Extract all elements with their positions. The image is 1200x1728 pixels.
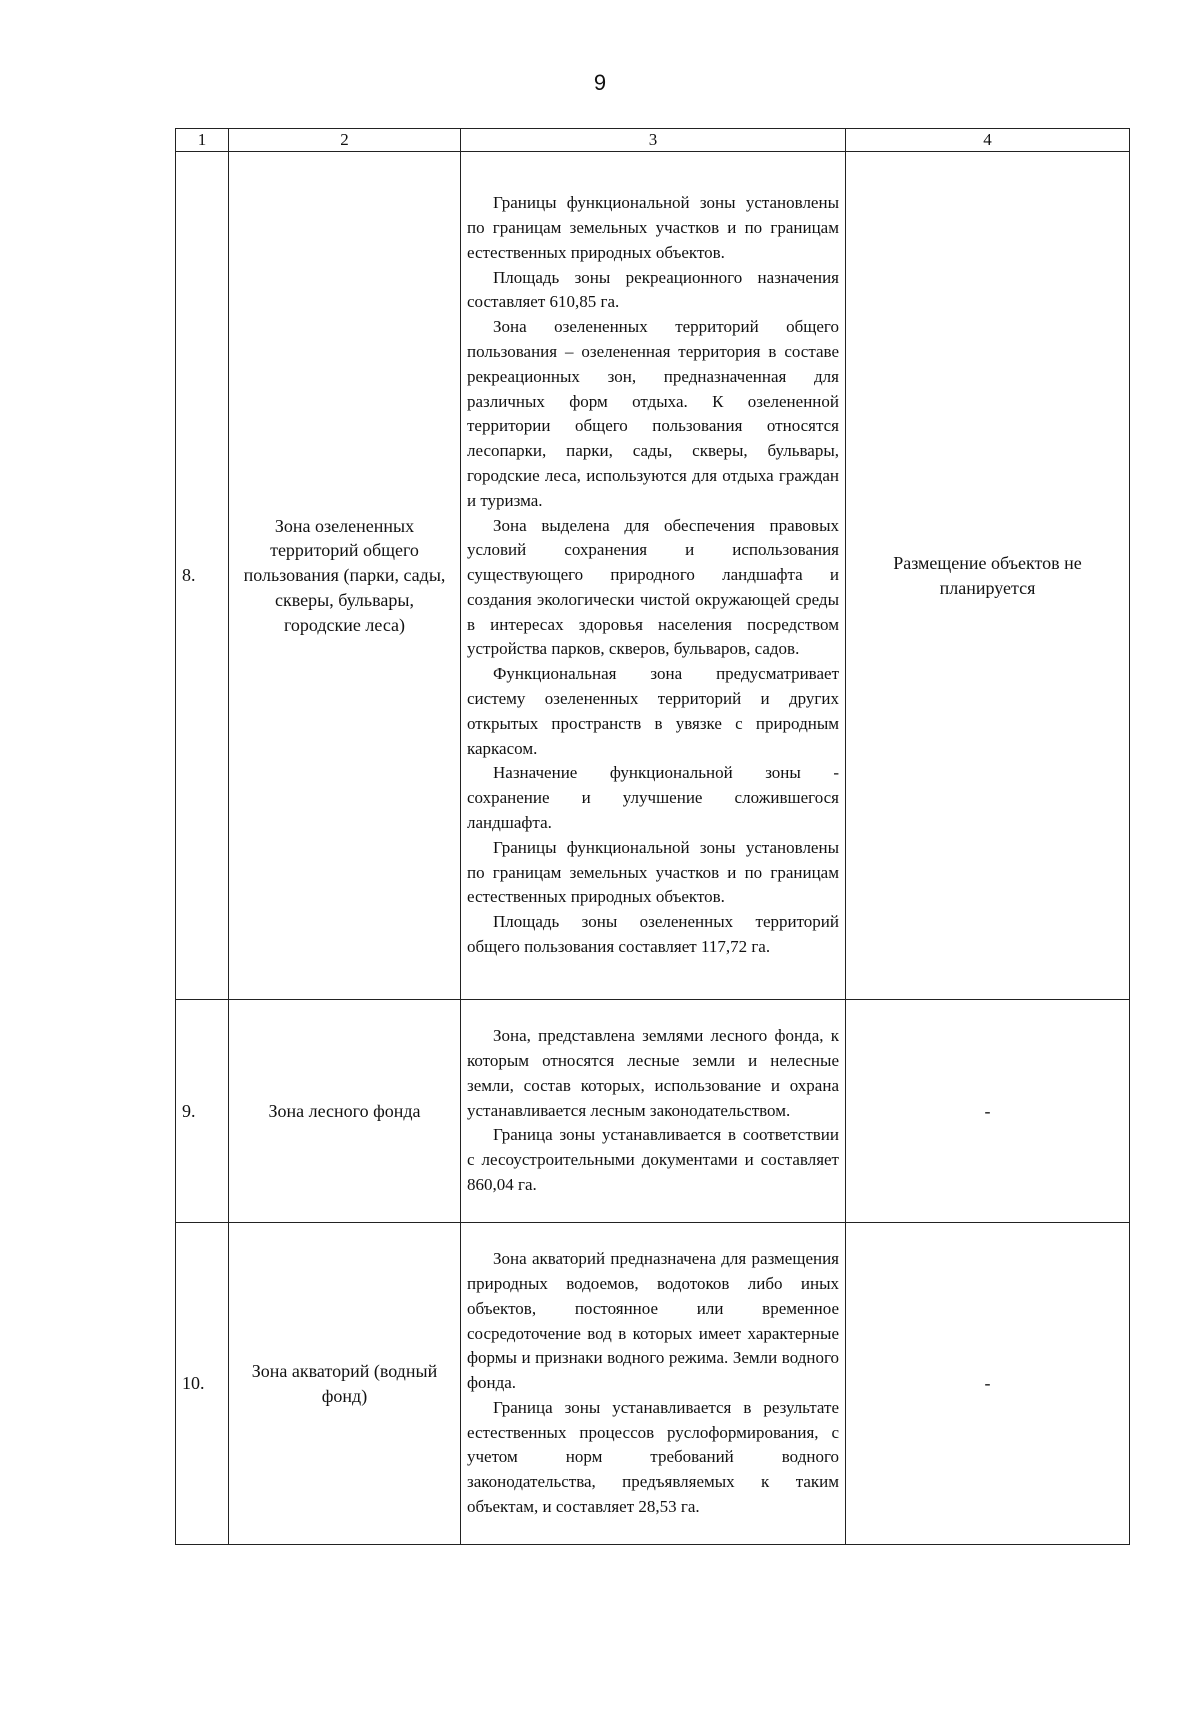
table-row [176,1000,1130,1223]
column-header: 3 [461,129,846,152]
description-paragraph: Границы функциональной зоны установлены по границам земельных участков и по границам естественных природных объектов. [467,837,839,907]
row-number: 10. [176,1223,229,1545]
zone-name: Зона акваторий (водный фонд) [229,1223,461,1545]
description-paragraph: Зона, представлена землями лесного фонда, к которым относятся лесные земли и нелесные земли, состав которых, использование и охрана устанавливается лесным законодательством. [467,1026,839,1120]
description-paragraph: Зона выделена для обеспечения правовых условий сохранения и использования существующего природного ландшафта и создания экологически чистой окружающей среды в интересах здоровья населения посредством устройства парков, скверов, бульваров, садов. [467,515,839,659]
row-number: 9. [176,1000,229,1223]
table-row [176,152,1130,1000]
zone-name: Зона озелененных территорий общего пользования (парки, сады, скверы, бульвары, городские леса) [229,152,461,1000]
column-header: 1 [176,129,229,152]
table-header-row [176,129,1130,152]
description-paragraph: Границы функциональной зоны установлены по границам земельных участков и по границам естественных природных объектов. [467,193,839,262]
description-paragraph: Площадь зоны рекреационного назначения составляет 610,85 га. [467,267,839,312]
description-paragraph: Зона акваторий предназначена для размещения природных водоемов, водотоков либо иных объектов, постоянное или временное сосредоточение вод в которых имеет характерные формы и признаки водного режима. Земли водного фонда. [467,1249,839,1393]
zone-note: - [846,1223,1130,1545]
zones-table [175,128,1130,1545]
zone-description [461,152,846,1000]
page-number: 9 [593,70,607,95]
description-paragraph: Площадь зоны озелененных территорий общего пользования составляет 117,72 га. [467,912,839,957]
column-header: 2 [229,129,461,152]
zone-note: - [846,1000,1130,1223]
zone-name: Зона лесного фонда [229,1000,461,1223]
zone-description [461,1223,846,1545]
table-row [176,1223,1130,1545]
description-paragraph: Граница зоны устанавливается в результате естественных процессов руслоформирования, с учетом норм требований водного законодательства, предъявляемых к таким объектам, и составляет 28,53 га. [467,1397,839,1517]
zone-description [461,1000,846,1223]
description-paragraph: Граница зоны устанавливается в соответствии с лесоустроительными документами и составляет 860,04 га. [467,1125,839,1194]
column-header: 4 [846,129,1130,152]
row-number: 8. [176,152,229,1000]
description-paragraph: Зона озелененных территорий общего пользования – озелененная территория в составе рекреационных зон, предназначенная для различных форм отдыха. К озелененной территории общего пользования относятся лесопарки, парки, сады, скверы, бульвары, городские леса, используются для отдыха граждан и туризма. [467,317,839,510]
zone-note: Размещение объектов не планируется [846,152,1130,1000]
description-paragraph: Назначение функциональной зоны - сохранение и улучшение сложившегося ландшафта. [467,763,839,833]
description-paragraph: Функциональная зона предусматривает систему озелененных территорий и других открытых пространств в увязке с природным каркасом. [467,664,839,758]
